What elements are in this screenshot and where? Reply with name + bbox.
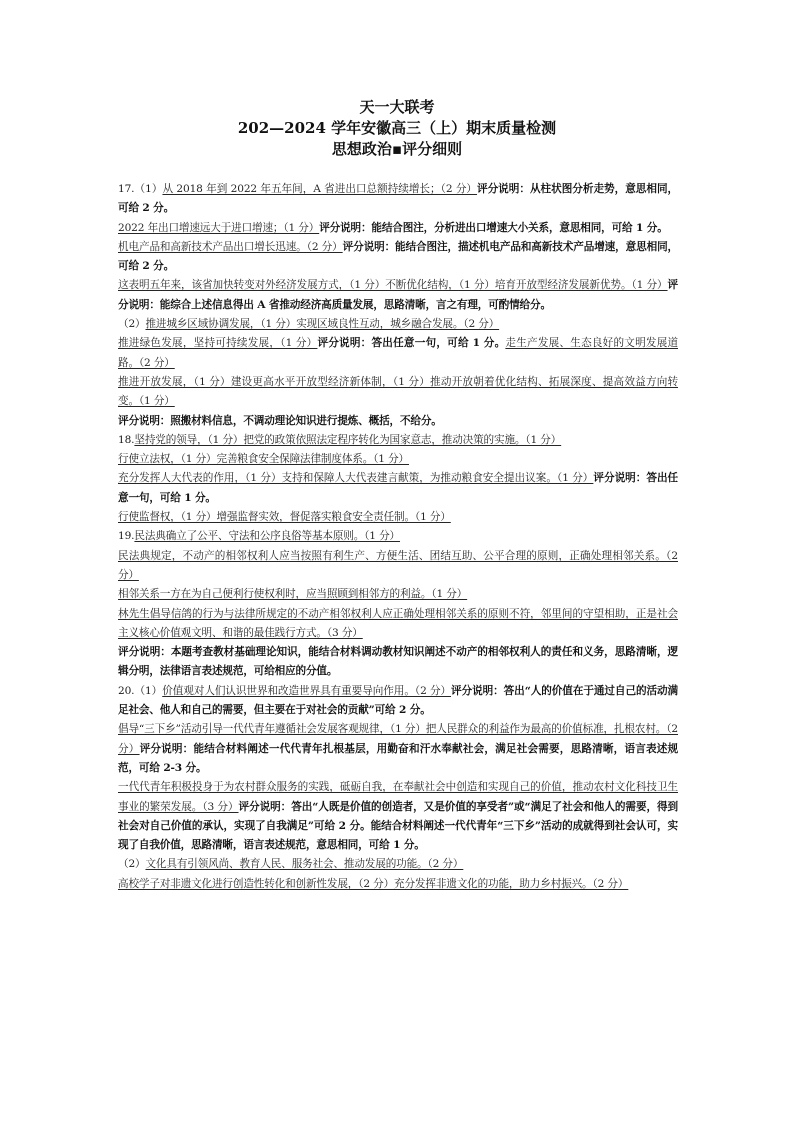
answer-paragraph — [118, 585, 678, 604]
answer-paragraph — [118, 469, 678, 508]
answer-paragraph — [118, 875, 678, 894]
answer-point: 一代代青年积极投身于为农村群众服务的实践，砥砺自我，在奉献社会中创造和实现自己的价值，推动农村文化科技卫生事业的繁荣发展。（3 分） — [118, 781, 678, 813]
answer-point: 坚持党的领导，（1 分）把党的政策依照法定程序转化为国家意志，推动决策的实施。（1 分） — [134, 433, 562, 446]
answer-point: 行使监督权，（1 分）增强监督实效，督促落实粮食安全责任制。（1 分） — [118, 511, 451, 524]
scoring-note: 评分说明：答出“人的价值在于通过自己的活动满足社会、他人和自己的需要，但主要在于对社会的贡献”可给 2 分。 — [118, 684, 679, 717]
answer-point: 行使立法权，（1 分）完善粮食安全保障法律制度体系。（1 分） — [118, 453, 409, 466]
answer-paragraph — [118, 219, 678, 238]
scoring-note: 评分说明：能结合图注，分析进出口增速大小关系，意思相同，可给 1 分。 — [319, 221, 668, 234]
answer-paragraph — [118, 720, 678, 778]
document-header — [0, 97, 794, 160]
answer-paragraph — [118, 315, 678, 334]
answer-paragraph — [118, 605, 678, 644]
answer-point: 推进开放发展，（1 分）建设更高水平开放型经济新体制，（1 分）推动开放朝着优化结构、拓展深度、提高效益方向转变。（1 分） — [118, 375, 678, 408]
answer-point: 机电产品和高新技术产品出口增长迅速。（2 分） — [118, 240, 343, 253]
scoring-note: 评分说明：能结合图注，描述机电产品和高新技术产品增速，意思相同，可给 2 分。 — [118, 240, 679, 273]
answer-point: 民法典规定，不动产的相邻权利人应当按照有利生产、方便生活、团结互助、公平合理的原则，正确处理相邻关系。（2 分） — [118, 549, 678, 581]
answer-point: 这表明五年来，该省加快转变对外经济发展方式，（1 分）不断优化结构，（1 分）培育开放型经济发展新优势。（1 分） — [118, 279, 668, 292]
answer-point: 高校学子对非遗文化进行创造性转化和创新性发展，（2 分）充分发挥非遗文化的功能，助力乡村振兴。（2 分） — [118, 877, 629, 890]
scoring-note: 评分说明：从柱状图分析走势，意思相同，可给 2 分。 — [118, 183, 679, 215]
answer-point: 2022 年出口增速远大于进口增速；（1 分） — [118, 221, 320, 234]
answer-paragraph — [118, 412, 678, 431]
question-label: 20.（1） — [118, 684, 163, 697]
answer-paragraph — [118, 527, 678, 546]
exam-title: 天一大联考 — [359, 98, 435, 116]
scoring-note: 评分说明：能综合上述信息得出 A 省推动经济高质量发展，思路清晰，言之有理，可酌情给分。 — [118, 279, 678, 311]
answer-point: 民法典确立了公平、守法和公序良俗等基本原则。（1 分） — [134, 530, 401, 543]
question-label: 18. — [118, 433, 135, 446]
answer-paragraph — [118, 450, 678, 469]
answer-point: 文化具有引领风尚、教育人民、服务社会、推动发展的功能。（2 分） — [145, 858, 464, 871]
scoring-note: 评分说明：能结合材料阐述一代代青年扎根基层，用勤奋和汗水奉献社会，满足社会需要，思路清晰，语言表述规范，可给 2-3 分。 — [118, 742, 679, 774]
answer-point: 价值观对人们认识世界和改造世界具有重要导向作用。（2 分） — [162, 684, 452, 697]
answer-paragraph — [118, 373, 678, 412]
subject-title: 思想政治▪评分细则 — [331, 140, 463, 158]
answer-point: 推进绿色发展，坚持可持续发展，（1 分） — [118, 337, 318, 350]
scoring-note: 评分说明：照搬材料信息，不调动理论知识进行提炼、概括，不给分。 — [118, 414, 442, 427]
scoring-note: 评分说明：答出任意一句，可给 1 分。 — [317, 337, 506, 350]
answer-paragraph — [118, 778, 678, 855]
exam-subtitle: 202—2024 学年安徽高三（上）期末质量检测 — [237, 119, 557, 137]
question-label: 19. — [118, 530, 135, 543]
answer-paragraph — [118, 643, 678, 682]
answer-paragraph — [118, 180, 678, 219]
scoring-note: 评分说明：答出“人既是价值的创造者，又是价值的享受者”或“满足了社会和他人的需要，得到社会对自己价值的承认，实现了自我满足”可给 2 分。能结合材料阐述一代代青年“三下乡”活动的成就得到社会认可，实现了自我价值，思路清晰，语言表述规范，意思相同，可给 1 分。 — [118, 800, 679, 852]
answer-point: 倡导“三下乡”活动引导一代代青年遵循社会发展客观规律，（1 分）把人民群众的利益作为最高的价值标准，扎根农村。（2 分） — [118, 723, 678, 755]
answer-point: 充分发挥人大代表的作用，（1 分）支持和保障人大代表建言献策，为推动粮食安全提出议案。（1 分） — [118, 472, 594, 485]
answer-point: 林先生倡导信鸽的行为与法律所规定的不动产相邻权利人应正确处理相邻关系的原则不符，邻里间的守望相助，正是社会主义核心价值观文明、和谐的最佳践行方式。（3 分） — [118, 607, 678, 639]
question-label: （2） — [118, 858, 146, 871]
answer-content — [118, 180, 678, 894]
question-label: （2） — [118, 318, 146, 331]
answer-point: 走生产发展、生态良好的文明发展道路。（2 分） — [118, 337, 678, 369]
answer-paragraph — [118, 682, 678, 721]
question-label: 17.（1） — [118, 183, 163, 195]
answer-paragraph — [118, 276, 678, 315]
answer-point: 推进城乡区域协调发展，（1 分）实现区域良性互动，城乡融合发展。（2 分） — [145, 318, 500, 331]
answer-paragraph — [118, 431, 678, 450]
answer-paragraph — [118, 508, 678, 527]
scoring-note: 评分说明：本题考查教材基础理论知识，能结合材料调动教材知识阐述不动产的相邻权利人的责任和义务，思路清晰，逻辑分明，法律语言表述规范，可给相应的分值。 — [118, 646, 678, 678]
answer-point: 相邻关系一方在为自己便利行使权利时，应当照顾到相邻方的利益。（1 分） — [118, 588, 468, 601]
answer-paragraph — [118, 855, 678, 874]
answer-paragraph — [118, 547, 678, 586]
answer-paragraph — [118, 238, 678, 277]
scoring-note: 评分说明：答出任意一句，可给 1 分。 — [118, 472, 678, 504]
answer-point: 从 2018 年到 2022 年五年间，A 省进出口总额持续增长；（2 分） — [162, 183, 478, 195]
answer-paragraph — [118, 334, 678, 373]
